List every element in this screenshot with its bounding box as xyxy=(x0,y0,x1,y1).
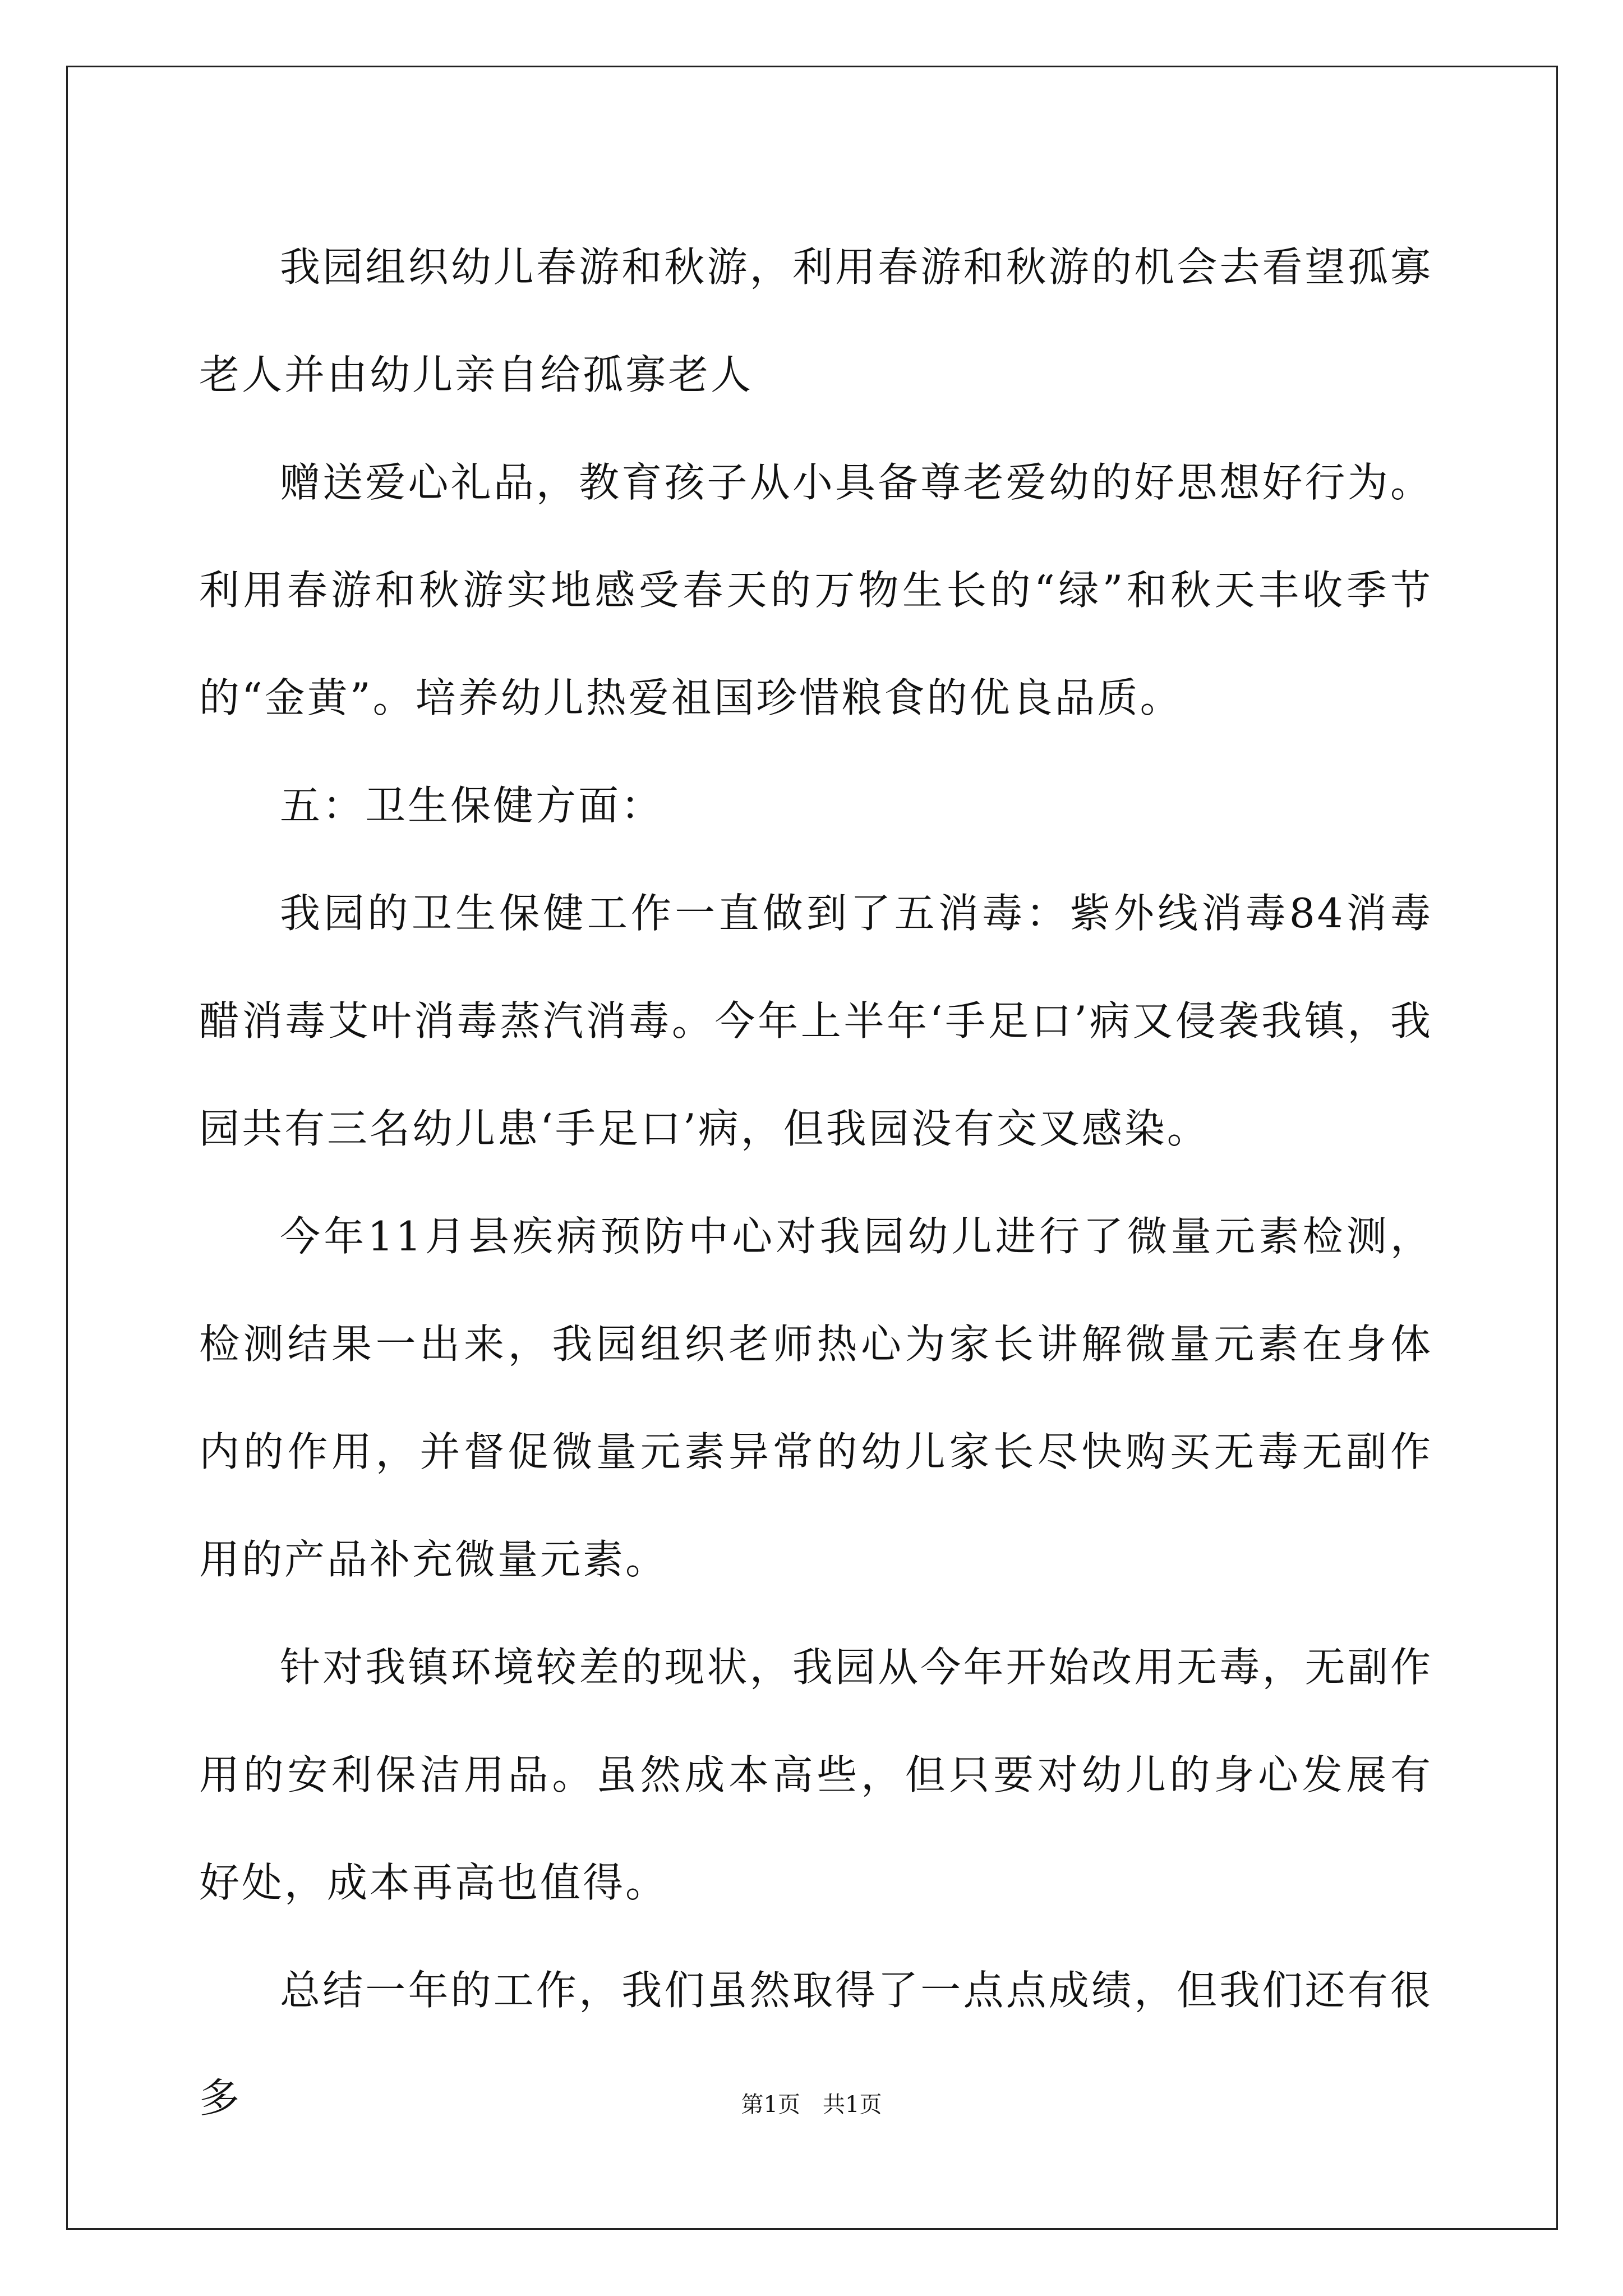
paragraph: 赠送爱心礼品，教育孩子从小具备尊老爱幼的好思想好行为。利用春游和秋游实地感受春天的万物生长的“绿”和秋天丰收季节的“金黄”。培养幼儿热爱祖国珍惜粮食的优良品质。 xyxy=(199,459,1433,721)
page-footer xyxy=(0,2087,1623,2119)
paragraph: 针对我镇环境较差的现状，我园从今年开始改用无毒，无副作用的安利保洁用品。虽然成本高些，但只要对幼儿的身心发展有好处，成本再高也值得。 xyxy=(199,1644,1433,1906)
section-heading: 五：卫生保健方面： xyxy=(280,782,664,829)
document-body xyxy=(199,213,1433,2152)
page-count: 共1页 xyxy=(823,2092,882,2118)
paragraph: 今年11月县疾病预防中心对我园幼儿进行了微量元素检测，检测结果一出来，我园组织老师热心为家长讲解微量元素在身体内的作用，并督促微量元素异常的幼儿家长尽快购买无毒无副作用的产品补充微量元素。 xyxy=(199,1213,1433,1583)
paragraph: 我园的卫生保健工作一直做到了五消毒：紫外线消毒84消毒醋消毒艾叶消毒蒸汽消毒。今年上半年‘手足口’病又侵袭我镇，我园共有三名幼儿患‘手足口’病，但我园没有交叉感染。 xyxy=(199,890,1433,1152)
paragraph: 总结一年的工作，我们虽然取得了一点点成绩，但我们还有很多 xyxy=(199,1967,1433,2122)
paragraph: 我园组织幼儿春游和秋游，利用春游和秋游的机会去看望孤寡老人并由幼儿亲自给孤寡老人 xyxy=(199,243,1433,398)
page-number: 第1页 xyxy=(741,2092,800,2118)
